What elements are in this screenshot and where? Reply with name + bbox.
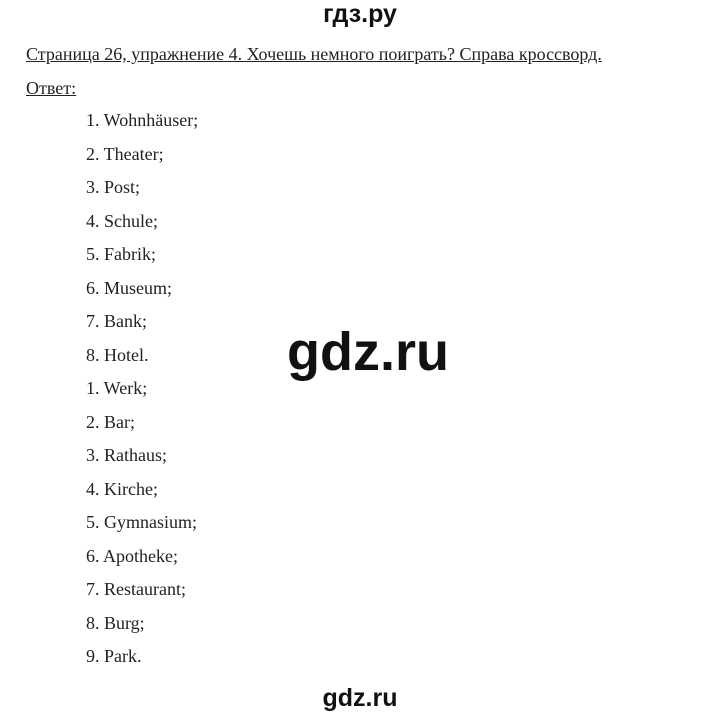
answer-item: 6. Museum;: [86, 277, 173, 298]
answer-item: 1. Werk;: [86, 378, 148, 398]
site-footer-logo: gdz.ru: [322, 684, 398, 712]
site-header-logo: гдз.ру: [323, 0, 397, 28]
answer-item: 9. Park.: [86, 646, 142, 666]
answer-item: 8. Burg;: [86, 612, 145, 633]
answer-item: 7. Restaurant;: [86, 579, 186, 599]
answer-item: 2. Bar;: [86, 411, 135, 432]
answer-item: 8. Hotel.: [86, 344, 149, 365]
answer-item: 5. Fabrik;: [86, 244, 156, 264]
answer-item: 6. Apotheke;: [86, 545, 178, 566]
answer-item: 2. Theater;: [86, 143, 164, 164]
answer-item: 4. Schule;: [86, 210, 158, 231]
answer-item: 3. Post;: [86, 177, 141, 197]
answer-item: 5. Gymnasium;: [86, 512, 197, 532]
answer-item: 1. Wohnhäuser;: [86, 110, 199, 130]
answer-label: Ответ:: [26, 78, 77, 98]
exercise-title: Страница 26, упражнение 4. Хочешь немного поиграть? Справа кроссворд.: [26, 44, 602, 64]
watermark-text: gdz.ru: [287, 322, 449, 382]
answer-item: 3. Rathaus;: [86, 445, 167, 465]
watermark: [0, 322, 700, 382]
answer-item: 4. Kirche;: [86, 478, 158, 499]
answer-list: [86, 104, 198, 674]
answer-item: 7. Bank;: [86, 311, 147, 331]
